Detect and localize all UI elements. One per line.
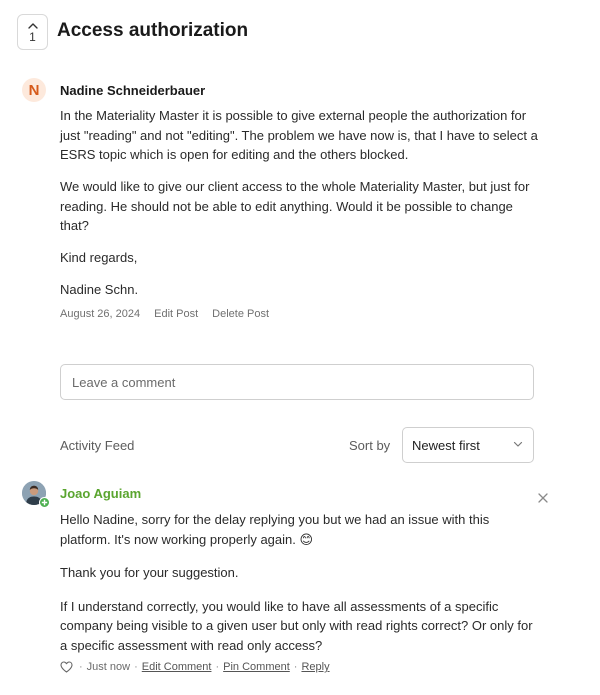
comment-author-name: Joao Aguiam <box>60 486 142 501</box>
separator: · <box>215 661 220 673</box>
post-paragraph: We would like to give our client access to the whole Materiality Master, but just for reading. He should not be able to edit anything. Would it be possible to change that? <box>60 179 530 233</box>
avatar <box>22 481 46 505</box>
comment-time: Just now <box>86 661 131 673</box>
separator: · <box>134 661 138 673</box>
post-paragraph: Nadine Schn. <box>60 282 139 297</box>
sort-by-label: Sort by <box>349 438 391 453</box>
upvote-button[interactable] <box>17 14 48 50</box>
post-paragraph: Kind regards, <box>60 250 138 265</box>
page-title: Access authorization <box>57 20 249 41</box>
sort-select-value: Newest first <box>412 437 480 453</box>
delete-post-link[interactable]: Delete Post <box>212 308 270 320</box>
comment-meta <box>60 661 330 673</box>
pin-comment-link[interactable]: Pin Comment <box>223 661 290 673</box>
post-date: August 26, 2024 <box>60 308 141 320</box>
heart-icon[interactable] <box>60 661 73 673</box>
post-paragraph: In the Materiality Master it is possible to give external people the authorization for just "reading" and not "editing". The problem we have now is, that I have to select a ESRS topic which is open for editing and the others blocked. <box>60 108 538 162</box>
chevron-down-icon <box>513 441 523 448</box>
close-icon[interactable] <box>536 491 550 505</box>
comment-paragraph: Thank you for your suggestion. <box>60 565 239 580</box>
comment-input[interactable] <box>60 364 534 400</box>
sort-select[interactable] <box>402 427 534 463</box>
vote-count: 1 <box>29 29 36 44</box>
post-body <box>60 106 542 312</box>
comment-body <box>60 510 542 669</box>
separator: · <box>79 661 83 673</box>
separator: · <box>293 661 298 673</box>
activity-feed-label: Activity Feed <box>60 438 135 453</box>
comment-paragraph: Hello Nadine, sorry for the delay replying you but we had an issue with this platform. It's now working properly again. 😊 <box>60 512 490 547</box>
post-author-name: Nadine Schneiderbauer <box>60 83 206 98</box>
comment-paragraph: If I understand correctly, you would like to have all assessments of a specific company being visible to a given user but only with read rights correct? Or only for a specific assessment with read only access? <box>60 598 533 653</box>
chevron-up-icon <box>28 22 38 29</box>
post-meta <box>60 308 269 320</box>
edit-post-link[interactable]: Edit Post <box>154 308 199 320</box>
edit-comment-link[interactable]: Edit Comment <box>141 661 212 673</box>
admin-badge-icon <box>39 497 50 508</box>
avatar: N <box>22 78 46 102</box>
reply-link[interactable]: Reply <box>301 661 330 673</box>
